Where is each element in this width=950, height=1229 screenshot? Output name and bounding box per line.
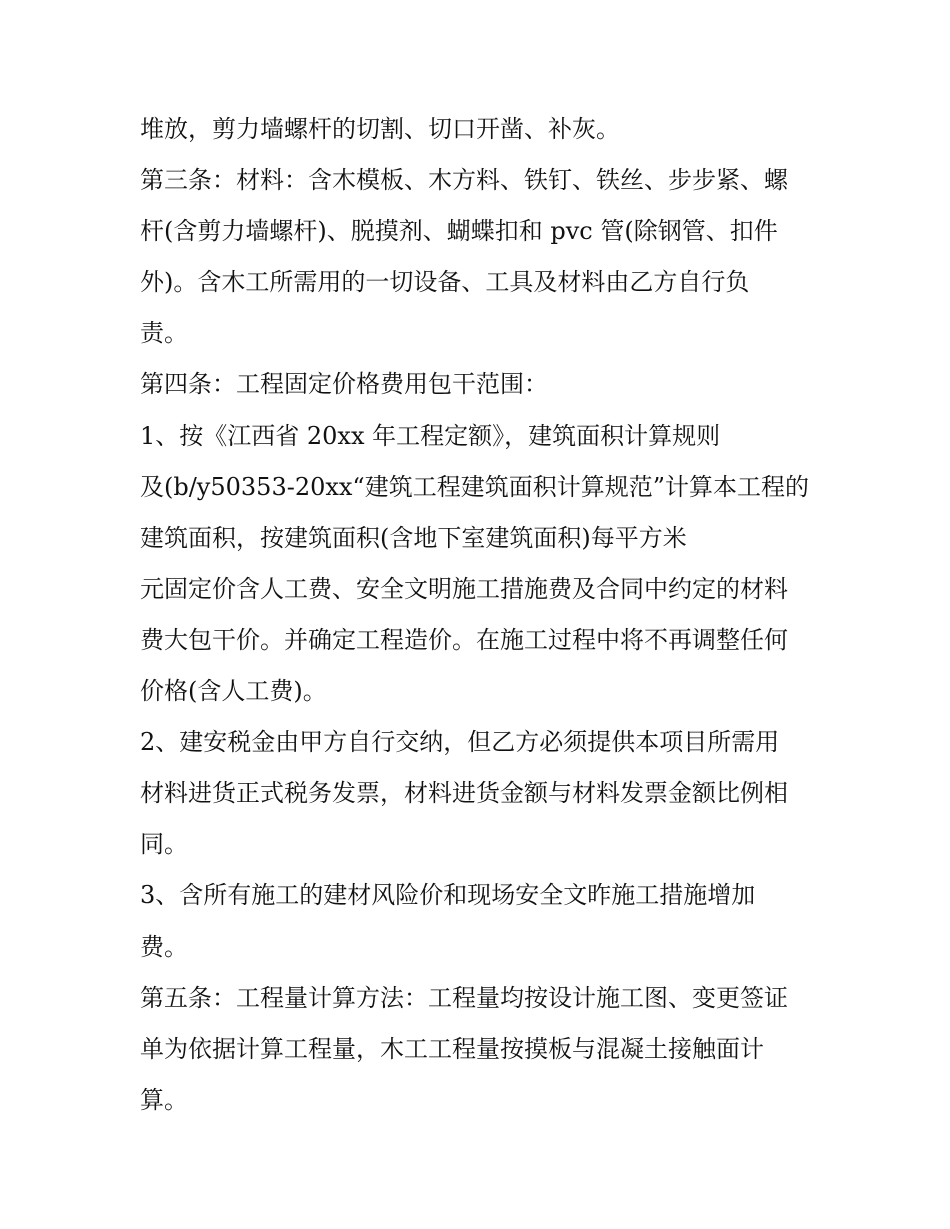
text-line: 费。 (140, 932, 188, 961)
text-line: 1、按《江西省 20xx 年工程定额》，建筑面积计算规则 (140, 421, 721, 450)
text-line: 第三条：材料：含木模板、木方料、铁钉、铁丝、步步紧、螺 (140, 166, 788, 195)
text-line: 及(b/y50353-20xx“建筑工程建筑面积计算规范”计算本工程的 (140, 472, 809, 501)
text-line: 2、建安税金由甲方自行交纳，但乙方必须提供本项目所需用 (140, 728, 780, 757)
text-line: 费大包干价。并确定工程造价。在施工过程中将不再调整任何 (140, 625, 788, 654)
text-line: 3、含所有施工的建材风险价和现场安全文昨施工措施增加 (140, 881, 756, 910)
text-line: 杆(含剪力墙螺杆)、脱摸剂、蝴蝶扣和 pvc 管(除钢管、扣件 (140, 217, 778, 246)
text-line: 责。 (140, 319, 188, 348)
text-line: 算。 (140, 1085, 188, 1114)
text-line: 单为依据计算工程量，木工工程量按摸板与混凝土接触面计 (140, 1034, 764, 1063)
text-line: 建筑面积，按建筑面积(含地下室建筑面积)每平方米 (140, 523, 687, 552)
text-line: 材料进货正式税务发票，材料进货金额与材料发票金额比例相 (140, 779, 788, 808)
text-line: 第四条：工程固定价格费用包干范围： (140, 370, 548, 399)
text-line: 元固定价含人工费、安全文明施工措施费及合同中约定的材料 (140, 574, 788, 603)
document-body (140, 104, 820, 1126)
text-line: 第五条：工程量计算方法：工程量均按设计施工图、变更签证 (140, 983, 788, 1012)
text-line: 堆放，剪力墙螺杆的切割、切口开凿、补灰。 (140, 115, 620, 143)
text-line: 价格(含人工费)。 (140, 677, 327, 706)
text-line: 外)。含木工所需用的一切设备、工具及材料由乙方自行负 (140, 268, 750, 297)
text-line: 同。 (140, 830, 188, 859)
